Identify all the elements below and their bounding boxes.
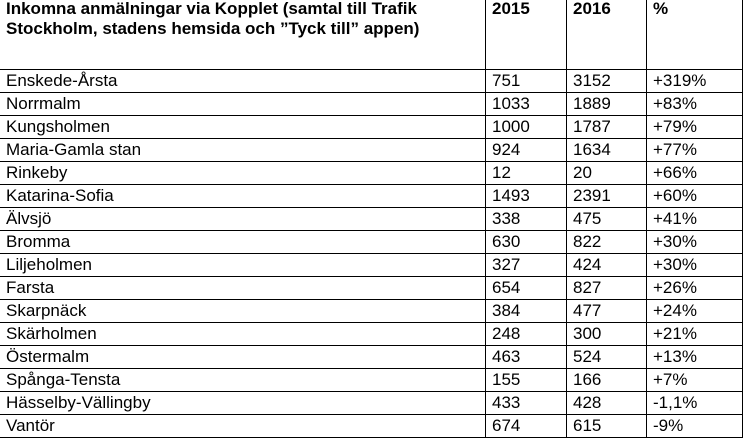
district-cell: Hässelby-Vällingby xyxy=(0,392,486,415)
table-row xyxy=(0,323,743,346)
value-2015-cell: 155 xyxy=(486,369,567,392)
percent-change-cell: +41% xyxy=(647,208,743,231)
percent-change-cell: +30% xyxy=(647,254,743,277)
table-row xyxy=(0,185,743,208)
table-row xyxy=(0,254,743,277)
percent-change-cell: +30% xyxy=(647,231,743,254)
value-2015-cell: 433 xyxy=(486,392,567,415)
value-2015-cell: 1000 xyxy=(486,116,567,139)
value-2015-cell: 1033 xyxy=(486,93,567,116)
value-2016-cell: 300 xyxy=(567,323,647,346)
percent-change-cell: +79% xyxy=(647,116,743,139)
value-2016-cell: 2391 xyxy=(567,185,647,208)
table-row xyxy=(0,415,743,438)
value-2016-cell: 475 xyxy=(567,208,647,231)
value-2016-cell: 1889 xyxy=(567,93,647,116)
value-2015-cell: 384 xyxy=(486,300,567,323)
district-cell: Norrmalm xyxy=(0,93,486,116)
percent-change-cell: +13% xyxy=(647,346,743,369)
district-cell: Skärholmen xyxy=(0,323,486,346)
table-row xyxy=(0,93,743,116)
table-row xyxy=(0,346,743,369)
district-cell: Skarpnäck xyxy=(0,300,486,323)
value-2015-cell: 924 xyxy=(486,139,567,162)
header-2016: 2016 xyxy=(567,0,647,70)
district-cell: Maria-Gamla stan xyxy=(0,139,486,162)
value-2015-cell: 338 xyxy=(486,208,567,231)
percent-change-cell: +24% xyxy=(647,300,743,323)
value-2016-cell: 827 xyxy=(567,277,647,300)
value-2015-cell: 327 xyxy=(486,254,567,277)
district-cell: Rinkeby xyxy=(0,162,486,185)
value-2015-cell: 751 xyxy=(486,70,567,93)
value-2015-cell: 12 xyxy=(486,162,567,185)
table-row xyxy=(0,277,743,300)
district-cell: Farsta xyxy=(0,277,486,300)
table-row xyxy=(0,70,743,93)
district-cell: Spånga-Tensta xyxy=(0,369,486,392)
percent-change-cell: +60% xyxy=(647,185,743,208)
value-2015-cell: 463 xyxy=(486,346,567,369)
percent-change-cell: +21% xyxy=(647,323,743,346)
district-cell: Katarina-Sofia xyxy=(0,185,486,208)
value-2016-cell: 477 xyxy=(567,300,647,323)
value-2015-cell: 1493 xyxy=(486,185,567,208)
percent-change-cell: -9% xyxy=(647,415,743,438)
table-row xyxy=(0,392,743,415)
district-cell: Enskede-Årsta xyxy=(0,70,486,93)
value-2016-cell: 615 xyxy=(567,415,647,438)
value-2016-cell: 1634 xyxy=(567,139,647,162)
percent-change-cell: +7% xyxy=(647,369,743,392)
district-cell: Bromma xyxy=(0,231,486,254)
value-2015-cell: 674 xyxy=(486,415,567,438)
table-row xyxy=(0,208,743,231)
value-2015-cell: 248 xyxy=(486,323,567,346)
value-2016-cell: 166 xyxy=(567,369,647,392)
percent-change-cell: +66% xyxy=(647,162,743,185)
district-cell: Liljeholmen xyxy=(0,254,486,277)
percent-change-cell: +26% xyxy=(647,277,743,300)
table-row xyxy=(0,139,743,162)
percent-change-cell: +319% xyxy=(647,70,743,93)
value-2016-cell: 20 xyxy=(567,162,647,185)
district-cell: Östermalm xyxy=(0,346,486,369)
table-header-row xyxy=(0,0,743,70)
percent-change-cell: +77% xyxy=(647,139,743,162)
header-percent: % xyxy=(647,0,743,70)
value-2016-cell: 822 xyxy=(567,231,647,254)
district-cell: Kungsholmen xyxy=(0,116,486,139)
value-2016-cell: 428 xyxy=(567,392,647,415)
table-row xyxy=(0,300,743,323)
district-cell: Vantör xyxy=(0,415,486,438)
value-2015-cell: 630 xyxy=(486,231,567,254)
percent-change-cell: -1,1% xyxy=(647,392,743,415)
table-row xyxy=(0,162,743,185)
value-2016-cell: 524 xyxy=(567,346,647,369)
value-2016-cell: 3152 xyxy=(567,70,647,93)
value-2016-cell: 1787 xyxy=(567,116,647,139)
value-2015-cell: 654 xyxy=(486,277,567,300)
table-row xyxy=(0,116,743,139)
header-district: Inkomna anmälningar via Kopplet (samtal till Trafik Stockholm, stadens hemsida och ”Tyck till” appen) xyxy=(0,0,486,70)
percent-change-cell: +83% xyxy=(647,93,743,116)
table-row xyxy=(0,369,743,392)
header-2015: 2015 xyxy=(486,0,567,70)
district-cell: Älvsjö xyxy=(0,208,486,231)
table-row xyxy=(0,231,743,254)
value-2016-cell: 424 xyxy=(567,254,647,277)
